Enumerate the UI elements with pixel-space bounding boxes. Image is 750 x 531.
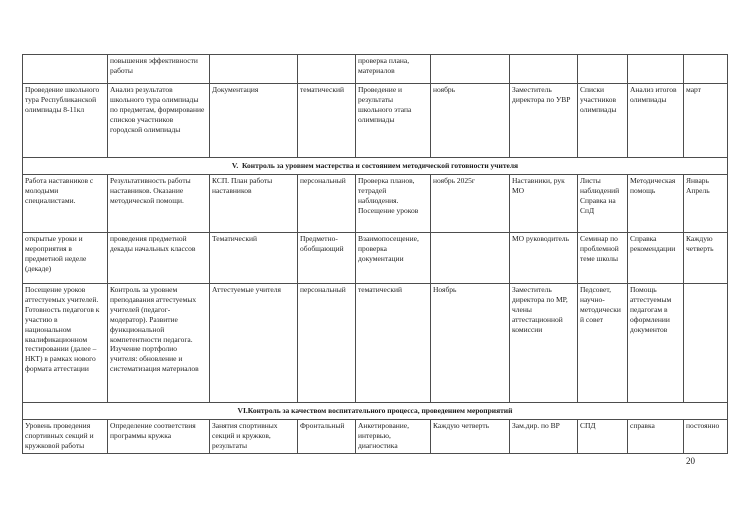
table-cell: Проведение школьного тура Республиканской олимпиады 8-11кл (23, 84, 108, 158)
table-cell: Работа наставников с молодыми специалистами. (23, 175, 108, 233)
table-cell: ноябрь (431, 84, 510, 158)
table-cell: Методическая помощь (628, 175, 684, 233)
table-cell (431, 233, 510, 284)
table-cell: тематический (356, 284, 431, 403)
table-cell: Помощь аттестуемым педагогам в оформлении документов (628, 284, 684, 403)
table-cell (210, 55, 298, 84)
control-table-body (23, 55, 728, 454)
table-cell: Проведение и результаты школьного этапа олимпиады (356, 84, 431, 158)
table-cell: постоянно (684, 420, 728, 454)
table-row (23, 233, 728, 284)
table-cell: Аттестуемые учителя (210, 284, 298, 403)
table-cell: ноябрь 2025г (431, 175, 510, 233)
table-cell: проведения предметной декады начальных классов (108, 233, 210, 284)
table-cell: Зам.дир. по ВР (510, 420, 578, 454)
table-cell (510, 55, 578, 84)
table-row (23, 84, 728, 158)
table-cell: Листы наблюдений Справка на СпД (578, 175, 628, 233)
table-cell: Ноябрь (431, 284, 510, 403)
table-cell: Наставники, рук МО (510, 175, 578, 233)
table-cell (578, 55, 628, 84)
table-cell: Педсовет, научно-методический совет (578, 284, 628, 403)
table-cell: Контроль за уровнем преподавания аттестуемых учителей (педагог-модератор). Развитие функциональной компетентности педагога. Изучение портфолио учителя: обновление и систематизация материалов (108, 284, 210, 403)
table-cell: Анкетирование, интервью, диагностика (356, 420, 431, 454)
table-cell (431, 55, 510, 84)
table-cell: Документация (210, 84, 298, 158)
table-cell: повышения эффективности работы (108, 55, 210, 84)
table-row (23, 420, 728, 454)
table-cell (684, 284, 728, 403)
table-cell: Списки участников олимпиады (578, 84, 628, 158)
table-cell: открытые уроки и мероприятия в предметной неделе (декаде) (23, 233, 108, 284)
table-cell: Заместитель директора по УВР (510, 84, 578, 158)
table-cell: проверка плана, материалов (356, 55, 431, 84)
table-cell: персональный (298, 175, 356, 233)
table-row (23, 175, 728, 233)
table-cell: Справка рекомендации (628, 233, 684, 284)
table-cell (628, 55, 684, 84)
section-title: VI.Контроль за качеством воспитательного процесса, проведением мероприятий (23, 403, 728, 420)
table-cell: Каждую четверть (431, 420, 510, 454)
table-cell: МО руководитель (510, 233, 578, 284)
section-header-row (23, 403, 728, 420)
table-row (23, 55, 728, 84)
table-cell: Тематический (210, 233, 298, 284)
section-header-row (23, 158, 728, 175)
table-cell: Посещение уроков аттестуемых учителей. Готовность педагогов к участию в национальном квалификационном тестировании (далее – НКТ) в рамках нового формата аттестации (23, 284, 108, 403)
table-cell: Взаимопосещение, проверка документации (356, 233, 431, 284)
table-cell: Фронтальный (298, 420, 356, 454)
table-cell: Определение соответствия программы кружка (108, 420, 210, 454)
table-row (23, 284, 728, 403)
table-cell: Проверка планов, тетрадей наблюдения. Посещение уроков (356, 175, 431, 233)
table-cell: Занятия спортивных секций и кружков, результаты (210, 420, 298, 454)
table-cell: персональный (298, 284, 356, 403)
table-cell: Каждую четверть (684, 233, 728, 284)
table-cell (298, 55, 356, 84)
table-cell: Результативность работы наставников. Оказание методической помощи. (108, 175, 210, 233)
control-plan-table (22, 54, 728, 454)
table-cell: тематический (298, 84, 356, 158)
table-cell: справка (628, 420, 684, 454)
table-cell: Заместитель директора по МР, члены аттестационной комиссии (510, 284, 578, 403)
table-cell: Уровень проведения спортивных секций и кружковой работы (23, 420, 108, 454)
table-cell: СПД (578, 420, 628, 454)
table-cell: Анализ итогов олимпиады (628, 84, 684, 158)
table-cell: Семинар по проблемной теме школы (578, 233, 628, 284)
page-number: 20 (686, 456, 695, 466)
table-cell: Анализ результатов школьного тура олимпиады по предметам, формирование списков участников городской олимпиады (108, 84, 210, 158)
table-cell: март (684, 84, 728, 158)
table-cell: КСП. План работы наставников (210, 175, 298, 233)
table-cell: Предметно-обобщающий (298, 233, 356, 284)
table-cell: Январь Апрель (684, 175, 728, 233)
section-title: V. Контроль за уровнем мастерства и состоянием методической готовности учителя (23, 158, 728, 175)
table-cell (684, 55, 728, 84)
table-cell (23, 55, 108, 84)
